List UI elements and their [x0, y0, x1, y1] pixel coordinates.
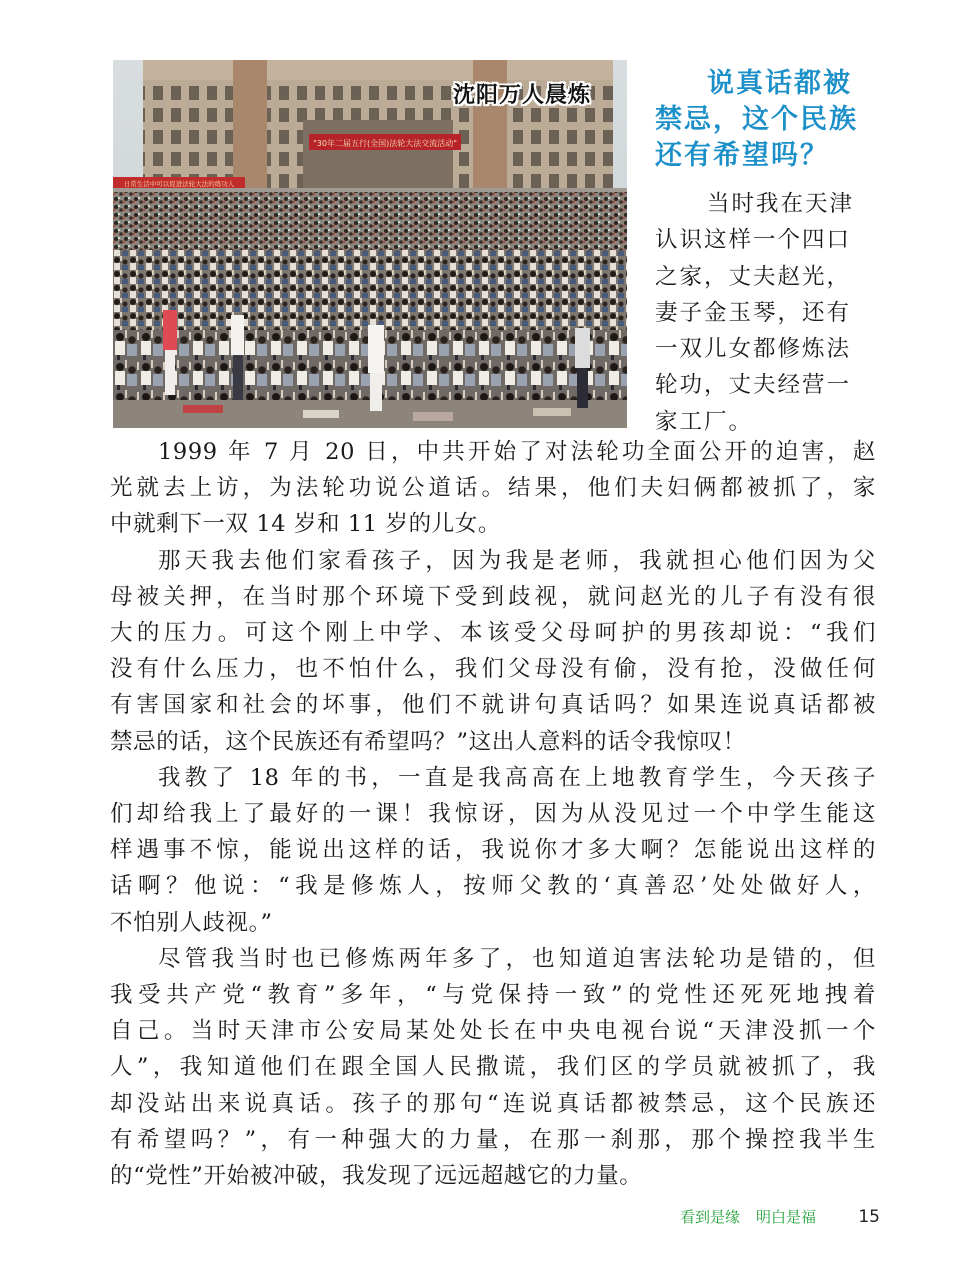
- paragraph-line: 一双儿女都修炼法: [655, 336, 852, 363]
- article-body: [110, 434, 876, 1194]
- heading-line: 还有希望吗？: [655, 140, 829, 171]
- paragraph-line: 我教了 18 年的书，一直是我高高在上地教育学生，今天孩子: [158, 764, 876, 791]
- body-paragraph: [110, 434, 876, 543]
- section-heading: [655, 66, 877, 174]
- paragraph-line: 我受共产党“教育”多年，“与党保持一致”的党性还死死地拽着: [110, 982, 876, 1009]
- body-paragraph: [110, 941, 876, 1194]
- intro-paragraph: [655, 186, 877, 440]
- heading-line: 说真话都被: [707, 68, 852, 99]
- paragraph-line: 样遇事不惊，能说出这样的话，我说你才多大啊？怎能说出这样的: [110, 837, 876, 864]
- paragraph-line: 禁忌的话，这个民族还有希望吗？”这出人意料的话令我惊叹！: [110, 728, 746, 755]
- footer-slogan-left: 看到是缘: [680, 1208, 741, 1226]
- paragraph-line: 大的压力。可这个刚上中学、本该受父母呵护的男孩却说：“我们: [110, 620, 876, 647]
- paragraph-line: 轮功，丈夫经营一: [655, 372, 852, 399]
- photo-caption: 沈阳万人晨炼: [453, 83, 592, 108]
- paragraph-line: 有害国家和社会的坏事，他们不就讲句真话吗？如果连说真话都被: [110, 692, 876, 719]
- paragraph-line: 没有什么压力，也不怕什么，我们父母没有偷，没有抢，没做任何: [110, 656, 876, 683]
- paragraph-line: 1999 年 7 月 20 日，中共开始了对法轮功全面公开的迫害，赵: [158, 439, 876, 465]
- crowd-exercise-photo: [113, 60, 627, 428]
- paragraph-line: 话啊？他说：“我是修炼人，按师父教的‘真善忍’处处做好人，: [110, 873, 876, 900]
- footer-slogan-right: 明白是福: [756, 1208, 817, 1226]
- body-paragraph: [110, 543, 876, 760]
- paragraph-line: 家工厂。: [655, 408, 754, 435]
- page-footer: [680, 1206, 880, 1227]
- paragraph-line: 有希望吗？”，有一种强大的力量，在那一刹那，那个操控我半生: [110, 1126, 876, 1153]
- paragraph-line: 那天我去他们家看孩子，因为我是老师，我就担心他们因为父: [158, 547, 876, 574]
- paragraph-line: 当时我在天津: [707, 191, 855, 217]
- heading-line: 禁忌，这个民族: [655, 104, 858, 135]
- paragraph-line: 不怕别人歧视。”: [110, 909, 273, 936]
- body-paragraph: [110, 760, 876, 941]
- paragraph-line: 之家，丈夫赵光，: [655, 263, 852, 290]
- paragraph-line: 们却给我上了最好的一课！我惊讶，因为从没见过一个中学生能这: [110, 801, 876, 828]
- paragraph-line: 妻子金玉琴，还有: [655, 299, 852, 326]
- paragraph-line: 中就剩下一双 14 岁和 11 岁的儿女。: [110, 511, 501, 538]
- paragraph-line: 的“党性”开始被冲破，我发现了远远超越它的力量。: [110, 1163, 643, 1190]
- page-number: 15: [858, 1207, 880, 1227]
- photo-left-banner: 日常生活中可以促进法轮大法的练功人: [123, 180, 235, 188]
- paragraph-line: 却没站出来说真话。孩子的那句“连说真话都被禁忌，这个民族还: [110, 1090, 876, 1117]
- paragraph-line: 母被关押，在当时那个环境下受到歧视，就问赵光的儿子有没有很: [110, 583, 876, 610]
- paragraph-line: 尽管我当时也已修炼两年多了，也知道迫害法轮功是错的，但: [158, 945, 876, 972]
- sidebar-column: [655, 66, 877, 440]
- photo-top-banner: "30年二届五行(全国)法轮大法交流活动": [313, 139, 457, 148]
- paragraph-line: 认识这样一个四口: [655, 227, 852, 254]
- paragraph-line: 自己。当时天津市公安局某处处长在中央电视台说“天津没抓一个: [110, 1018, 876, 1045]
- paragraph-line: 人”，我知道他们在跟全国人民撒谎，我们区的学员就被抓了，我: [110, 1054, 876, 1081]
- paragraph-line: 光就去上访，为法轮功说公道话。结果，他们夫妇俩都被抓了，家: [110, 475, 876, 502]
